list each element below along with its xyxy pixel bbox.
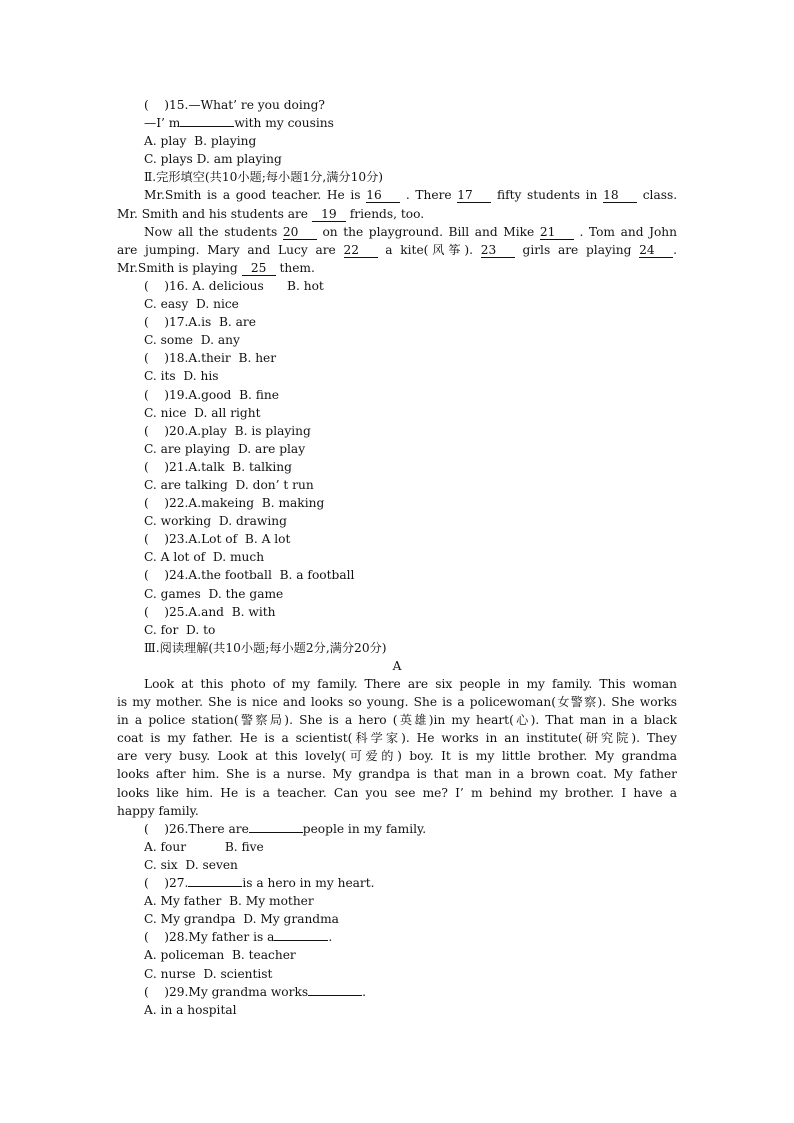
question-text: is a hero in my heart. [242, 876, 375, 891]
answer-blank[interactable] [180, 126, 234, 127]
passage-line: Look at this photo of my family. There are six people in my family. This woman [144, 677, 677, 691]
option-line: ( )23.A.Lot of B. A lot [144, 532, 291, 547]
question-text: . [362, 984, 366, 999]
passage-line: coat is my father. He is a scientist(科学家). He works in an institute(研究院). They [117, 731, 677, 746]
question-text: ( )27. [144, 876, 189, 891]
blank-19[interactable]: 19 [312, 207, 346, 222]
question-27-options-cd: C. My grandpa D. My grandma [144, 912, 339, 927]
question-15: ( )15.—What’ re you doing? [144, 98, 325, 112]
question-28-options-ab: A. policeman B. teacher [144, 948, 296, 963]
cloze-text: them. [279, 260, 315, 275]
cloze-text: friends, too. [349, 206, 425, 221]
option-line: C. games D. the game [144, 586, 284, 601]
question-27-options-ab: A. My father B. My mother [144, 894, 314, 909]
passage-line: are very busy. Look at this lovely(可爱的) boy. It is my little brother. My grandma [117, 749, 677, 764]
passage-line: in a police station(警察局). She is a hero (英雄)in my heart(心). That man in a black [117, 713, 677, 728]
question-26 [117, 820, 677, 838]
answer-blank[interactable] [249, 832, 303, 833]
cloze-text: are jumping. Mary and Lucy are [117, 242, 336, 257]
cloze-line-3 [117, 223, 677, 241]
cloze-text: Now all the students [144, 224, 278, 239]
worksheet-content [117, 96, 677, 1019]
option-line: C. its D. his [144, 369, 219, 384]
cloze-text: . Tom and John [579, 224, 678, 239]
blank-22[interactable]: 22 [344, 243, 378, 258]
option-line: ( )25.A.and B. with [144, 604, 276, 619]
question-26-options-cd: C. six D. seven [144, 857, 238, 872]
cloze-text: Mr.Smith is playing [117, 260, 238, 275]
question-29 [117, 983, 677, 1001]
option-line: ( )19.A.good B. fine [144, 387, 279, 402]
cloze-line-4 [117, 241, 677, 259]
option-line: ( )18.A.their B. her [144, 351, 277, 366]
option-line: C. easy D. nice [144, 297, 239, 312]
cloze-text: girls are playing [522, 242, 632, 257]
section-3-title: Ⅲ.阅读理解(共10小题;每小题2分,满分20分) [144, 640, 387, 655]
blank-17[interactable]: 17 [457, 188, 491, 203]
question-15-options-cd: C. plays D. am playing [144, 152, 282, 167]
cloze-text: . There [405, 188, 452, 203]
option-line: ( )21.A.talk B. talking [144, 459, 292, 474]
option-line: ( )24.A.the football B. a football [144, 568, 355, 583]
question-29-option-a: A. in a hospital [144, 1002, 237, 1017]
blank-16[interactable]: 16 [366, 188, 400, 203]
cloze-line-5 [117, 259, 677, 277]
cloze-line-2 [117, 205, 677, 223]
option-line: ( )22.A.makeing B. making [144, 496, 325, 511]
option-line: C. some D. any [144, 333, 240, 348]
option-line: C. are talking D. don’ t run [144, 477, 314, 492]
blank-18[interactable]: 18 [603, 188, 637, 203]
answer-blank[interactable] [308, 995, 362, 996]
option-line: ( )17.A.is B. are [144, 315, 256, 330]
cloze-text: . [673, 242, 678, 257]
question-text: people in my family. [302, 821, 427, 836]
cloze-text: on the playground. Bill and Mike [322, 224, 535, 239]
question-28-options-cd: C. nurse D. scientist [144, 966, 273, 981]
option-line: ( )16. A. delicious B. hot [144, 278, 324, 293]
passage-line: looks after him. She is a nurse. My grandpa is that man in a brown coat. My father [117, 767, 677, 782]
option-line: C. nice D. all right [144, 405, 261, 420]
option-line: C. for D. to [144, 622, 216, 637]
question-15-options-ab: A. play B. playing [144, 134, 257, 149]
blank-21[interactable]: 21 [540, 225, 574, 240]
answer-blank[interactable] [188, 886, 242, 887]
cloze-text: fifty students in [496, 188, 598, 203]
question-text: . [328, 930, 333, 945]
cloze-text: class. [642, 188, 678, 203]
question-27 [117, 874, 677, 892]
cloze-text: Mr. Smith and his students are [117, 206, 308, 221]
passage-label: A [392, 658, 402, 673]
question-15-answer-line [117, 114, 677, 132]
question-text: ( )26.There are [144, 821, 249, 836]
blank-23[interactable]: 23 [481, 243, 515, 258]
answer-blank[interactable] [274, 940, 328, 941]
cloze-text: a kite(风筝). [385, 242, 474, 257]
cloze-text: Mr.Smith is a good teacher. He is [144, 188, 361, 203]
question-15-answer-suffix: with my cousins [234, 116, 334, 131]
option-line: C. A lot of D. much [144, 550, 265, 565]
cloze-line-1 [117, 186, 677, 204]
question-15-answer-prefix: —I’ m [144, 116, 181, 131]
option-line: C. working D. drawing [144, 514, 287, 529]
section-2-title: Ⅱ.完形填空(共10小题;每小题1分,满分10分) [144, 170, 384, 185]
blank-24[interactable]: 24 [639, 243, 673, 258]
passage-line: is my mother. She is nice and looks so young. She is a policewoman(女警察). She works [117, 695, 677, 710]
blank-20[interactable]: 20 [283, 225, 317, 240]
question-26-options-ab: A. four B. five [144, 839, 264, 854]
option-line: C. are playing D. are play [144, 441, 306, 456]
option-line: ( )20.A.play B. is playing [144, 423, 311, 438]
passage-line-last: happy family. [117, 803, 199, 818]
blank-25[interactable]: 25 [242, 261, 276, 276]
question-28 [117, 928, 677, 946]
question-text: ( )29.My grandma works [144, 984, 309, 999]
question-text: ( )28.My father is a [144, 930, 275, 945]
passage-line: looks like him. He is a teacher. Can you see me? I’ m behind my brother. I have a [117, 785, 677, 800]
